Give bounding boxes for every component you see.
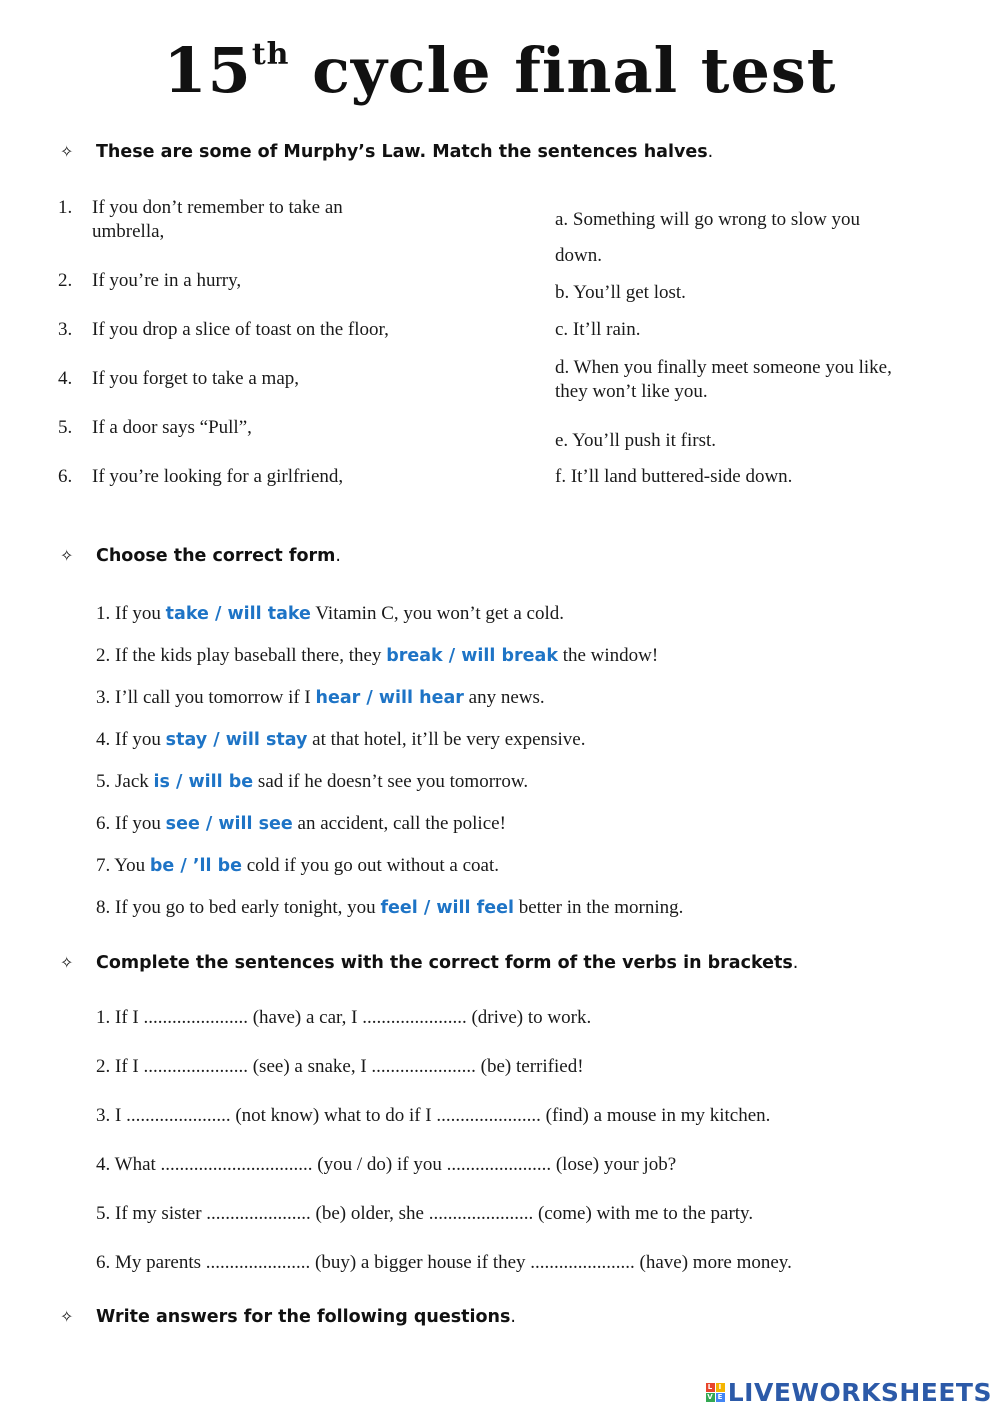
liveworksheets-logo: L I V E LIVEWORKSHEETS [707,1378,992,1407]
option-choice[interactable]: take / will take [165,604,311,624]
section-heading-choose: ✧ Choose the correct form. [60,546,341,566]
option-choice[interactable]: break / will break [386,646,558,666]
match-right-item: c. It’ll rain. [555,319,641,340]
match-right-item: down. [555,245,602,266]
option-choice[interactable]: see / will see [165,814,293,834]
diamond-bullet-icon: ✧ [60,142,74,161]
diamond-bullet-icon: ✧ [60,1307,74,1326]
match-left-item: 6. If you’re looking for a girlfriend, [58,466,344,487]
match-right-item: d. When you finally meet someone you like, they won’t like you. [555,357,892,402]
match-left-item: 2. If you’re in a hurry, [58,270,242,291]
option-choice[interactable]: is / will be [153,772,254,792]
section-heading-write: ✧ Write answers for the following questions. [60,1307,516,1327]
choose-item: 4. If you stay / will stay at that hotel, it’ll be very expensive. [96,729,586,750]
diamond-bullet-icon: ✧ [60,953,74,972]
complete-item: 3. I ...................... (not know) what to do if I ...................... (find) a mouse in my kitchen. [96,1105,771,1126]
match-left-item: 1. If you don’t remember to take an umbrella, [58,197,343,242]
choose-item: 1. If you take / will take Vitamin C, you won’t get a cold. [96,603,564,624]
choose-item: 7. You be / ’ll be cold if you go out without a coat. [96,855,499,876]
section-heading-complete: ✧ Complete the sentences with the correct form of the verbs in brackets. [60,953,799,973]
match-left-item: 3. If you drop a slice of toast on the floor, [58,319,389,340]
choose-item: 3. I’ll call you tomorrow if I hear / will hear any news. [96,687,545,708]
logo-blocks-icon: L I V E [707,1383,723,1401]
option-choice[interactable]: stay / will stay [165,730,308,750]
option-choice[interactable]: hear / will hear [315,688,464,708]
diamond-bullet-icon: ✧ [60,546,74,565]
choose-item: 5. Jack is / will be sad if he doesn’t see you tomorrow. [96,771,529,792]
match-left-item: 4. If you forget to take a map, [58,368,299,389]
complete-item: 6. My parents ...................... (buy) a bigger house if they ...................... (have) more money. [96,1252,792,1273]
complete-item: 1. If I ...................... (have) a car, I ...................... (drive) to work. [96,1007,592,1028]
match-right-item: e. You’ll push it first. [555,430,716,451]
match-right-item: f. It’ll land buttered-side down. [555,466,793,487]
match-right-item: b. You’ll get lost. [555,282,686,303]
match-right-item: a. Something will go wrong to slow you [555,209,861,230]
match-left-item: 5. If a door says “Pull”, [58,417,252,438]
page-title: 15th cycle final test [163,34,837,107]
complete-item: 5. If my sister ...................... (be) older, she ...................... (come) with me to the party. [96,1203,754,1224]
option-choice[interactable]: feel / will feel [380,898,514,918]
choose-item: 6. If you see / will see an accident, call the police! [96,813,506,834]
section-heading-match: ✧ These are some of Murphy’s Law. Match the sentences halves. [60,142,714,162]
option-choice[interactable]: be / ’ll be [149,856,242,876]
complete-item: 4. What ................................ (you / do) if you ...................... (lose) your job? [96,1154,677,1175]
choose-item: 8. If you go to bed early tonight, you feel / will feel better in the morning. [96,897,684,918]
choose-item: 2. If the kids play baseball there, they break / will break the window! [96,645,659,666]
complete-item: 2. If I ...................... (see) a snake, I ...................... (be) terrified! [96,1056,584,1077]
